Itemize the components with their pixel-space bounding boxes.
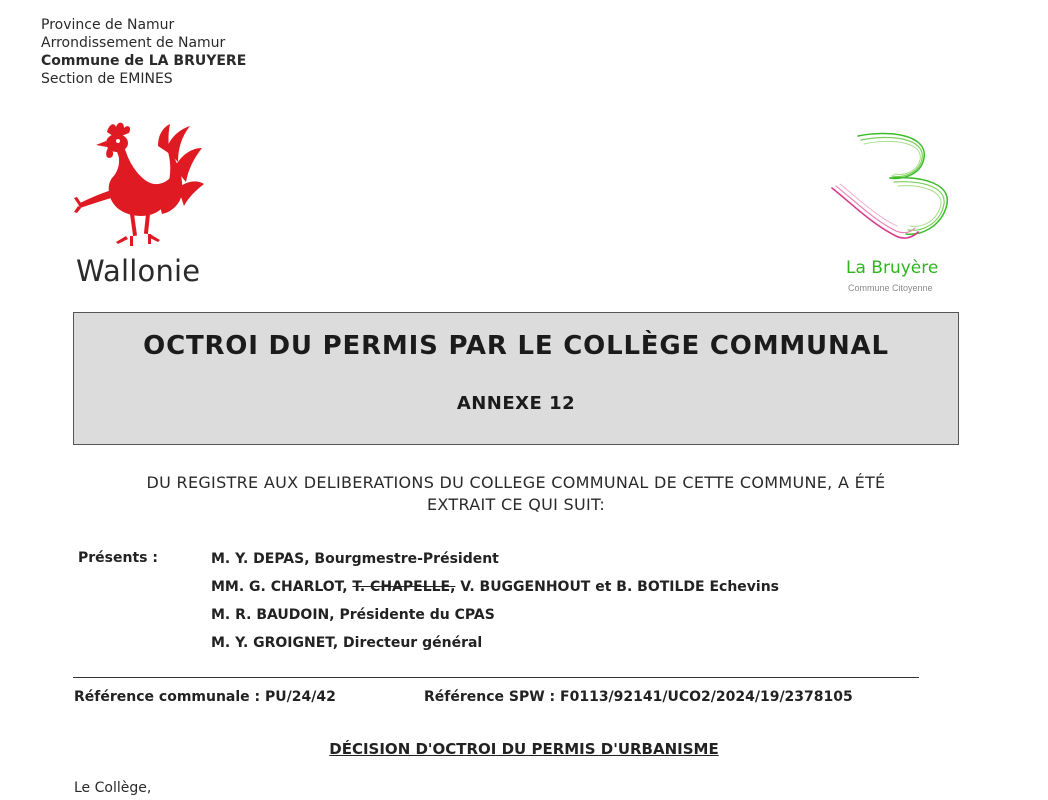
- document-title: OCTROI DU PERMIS PAR LE COLLÈGE COMMUNAL: [143, 331, 889, 361]
- header-arrondissement: Arrondissement de Namur: [41, 35, 226, 51]
- la-bruyere-logo-name: La Bruyère: [846, 258, 939, 278]
- annexe-label: ANNEXE 12: [456, 393, 576, 414]
- reference-communale: Référence communale : PU/24/42: [74, 689, 336, 705]
- divider-line: [73, 677, 919, 678]
- registre-extract: [80, 472, 952, 516]
- present-row: M. Y. GROIGNET, Directeur général: [211, 635, 483, 651]
- la-bruyere-logo-icon: [828, 128, 964, 246]
- presents-list: [211, 550, 779, 662]
- wallonie-logo-text: Wallonie: [76, 254, 201, 288]
- present-row-part: V. BUGGENHOUT et B. BOTILDE Echevins: [455, 579, 780, 595]
- registre-line-1: DU REGISTRE AUX DELIBERATIONS DU COLLEGE COMMUNAL DE CETTE COMMUNE, A ÉTÉ: [146, 473, 886, 492]
- present-row: M. R. BAUDOIN, Présidente du CPAS: [211, 607, 495, 623]
- presents-label: Présents :: [78, 550, 158, 566]
- struck-name: T. CHAPELLE,: [352, 579, 456, 595]
- reference-spw: Référence SPW : F0113/92141/UCO2/2024/19/2378105: [424, 689, 853, 705]
- header-commune: Commune de LA BRUYERE: [41, 53, 247, 69]
- body-opening: Le Collège,: [74, 780, 152, 796]
- registre-line-2: EXTRAIT CE QUI SUIT:: [426, 495, 606, 514]
- la-bruyere-logo-subtitle: Commune Citoyenne: [848, 283, 933, 293]
- decision-title: DÉCISION D'OCTROI DU PERMIS D'URBANISME: [329, 740, 719, 758]
- wallonie-rooster-icon: [74, 118, 204, 250]
- header-section: Section de EMINES: [41, 71, 173, 87]
- title-box: [73, 312, 959, 445]
- present-row-part: MM. G. CHARLOT,: [211, 579, 353, 595]
- present-row: [211, 578, 779, 606]
- header-block: [41, 16, 246, 88]
- header-province: Province de Namur: [41, 17, 175, 33]
- present-row: M. Y. DEPAS, Bourgmestre-Président: [211, 551, 499, 567]
